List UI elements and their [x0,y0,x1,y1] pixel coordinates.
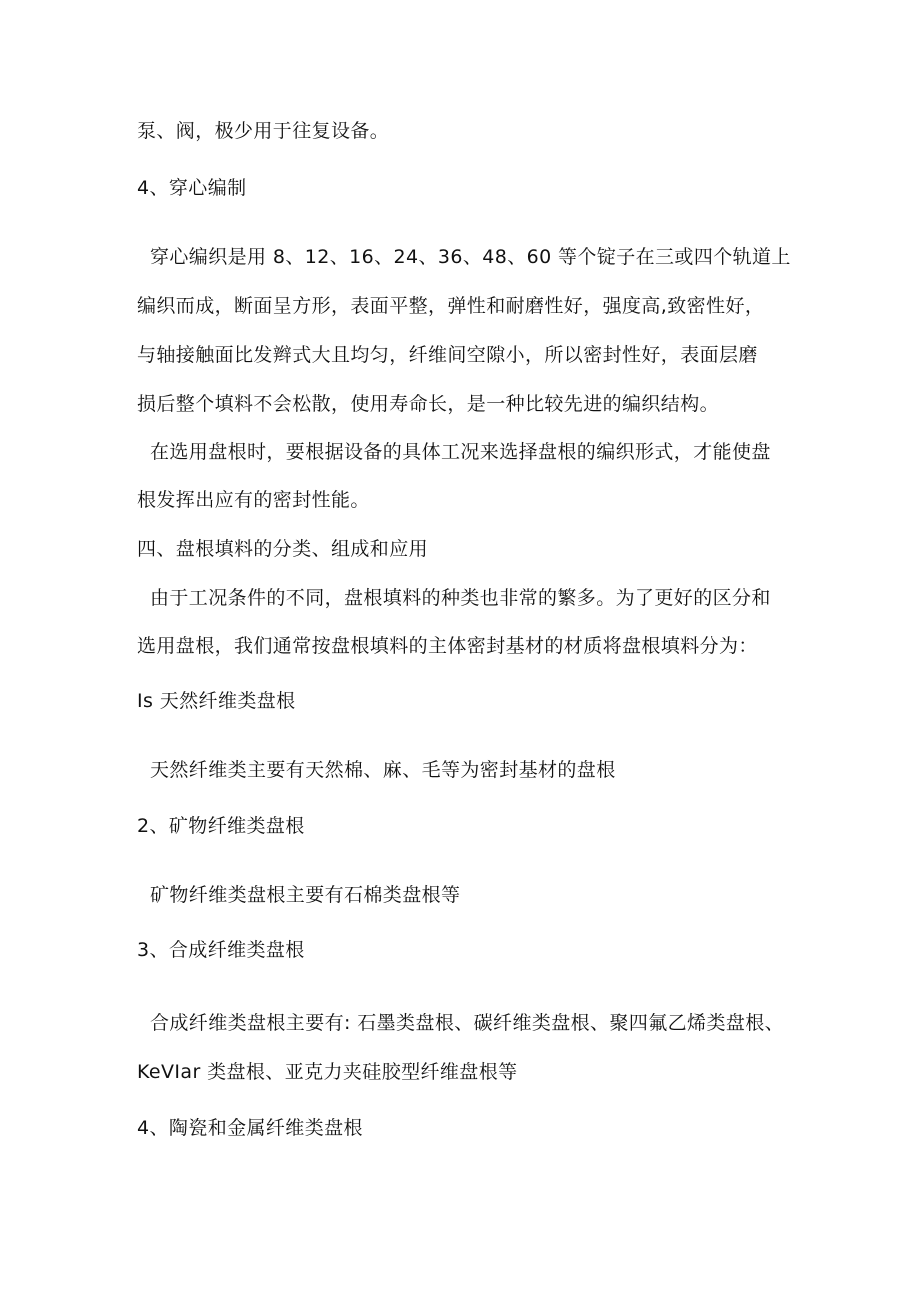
section-heading: 4、穿心编制 [137,177,247,199]
paragraph-line: 编织而成，断面呈方形，表面平整，弹性和耐磨性好，强度高,致密性好， [137,295,765,317]
subsection-heading: 4、陶瓷和金属纤维类盘根 [137,1117,363,1139]
paragraph-line: 天然纤维类主要有天然棉、麻、毛等为密封基材的盘根 [150,759,616,781]
paragraph-line: 在选用盘根时，要根据设备的具体工况来选择盘根的编织形式，才能使盘 [150,441,771,463]
subsection-heading: 2、矿物纤维类盘根 [137,815,305,837]
paragraph-line: 根发挥出应有的密封性能。 [137,489,370,511]
subsection-heading: Is 天然纤维类盘根 [137,690,296,712]
paragraph-line: 由于工况条件的不同，盘根填料的种类也非常的繁多。为了更好的区分和 [150,587,771,609]
paragraph-line: 矿物纤维类盘根主要有石棉类盘根等 [150,884,461,906]
paragraph-line: 损后整个填料不会松散，使用寿命长，是一种比较先进的编织结构。 [137,393,720,415]
subsection-heading: 3、合成纤维类盘根 [137,939,305,961]
section-heading: 四、盘根填料的分类、组成和应用 [137,538,429,560]
paragraph-line: 合成纤维类盘根主要有: 石墨类盘根、碳纤维类盘根、聚四氟乙烯类盘根、 [150,1012,785,1034]
text-line: 泵、阀，极少用于往复设备。 [137,120,390,142]
paragraph-line: 选用盘根，我们通常按盘根填料的主体密封基材的材质将盘根填料分为： [137,635,758,657]
paragraph-line: 穿心编织是用 8、12、16、24、36、48、60 等个锭子在三或四个轨道上 [150,246,791,268]
paragraph-line: KeVIar 类盘根、亚克力夹硅胶型纤维盘根等 [137,1061,518,1083]
paragraph-line: 与轴接触面比发辫式大且均匀，纤维间空隙小，所以密封性好，表面层磨 [137,344,758,366]
